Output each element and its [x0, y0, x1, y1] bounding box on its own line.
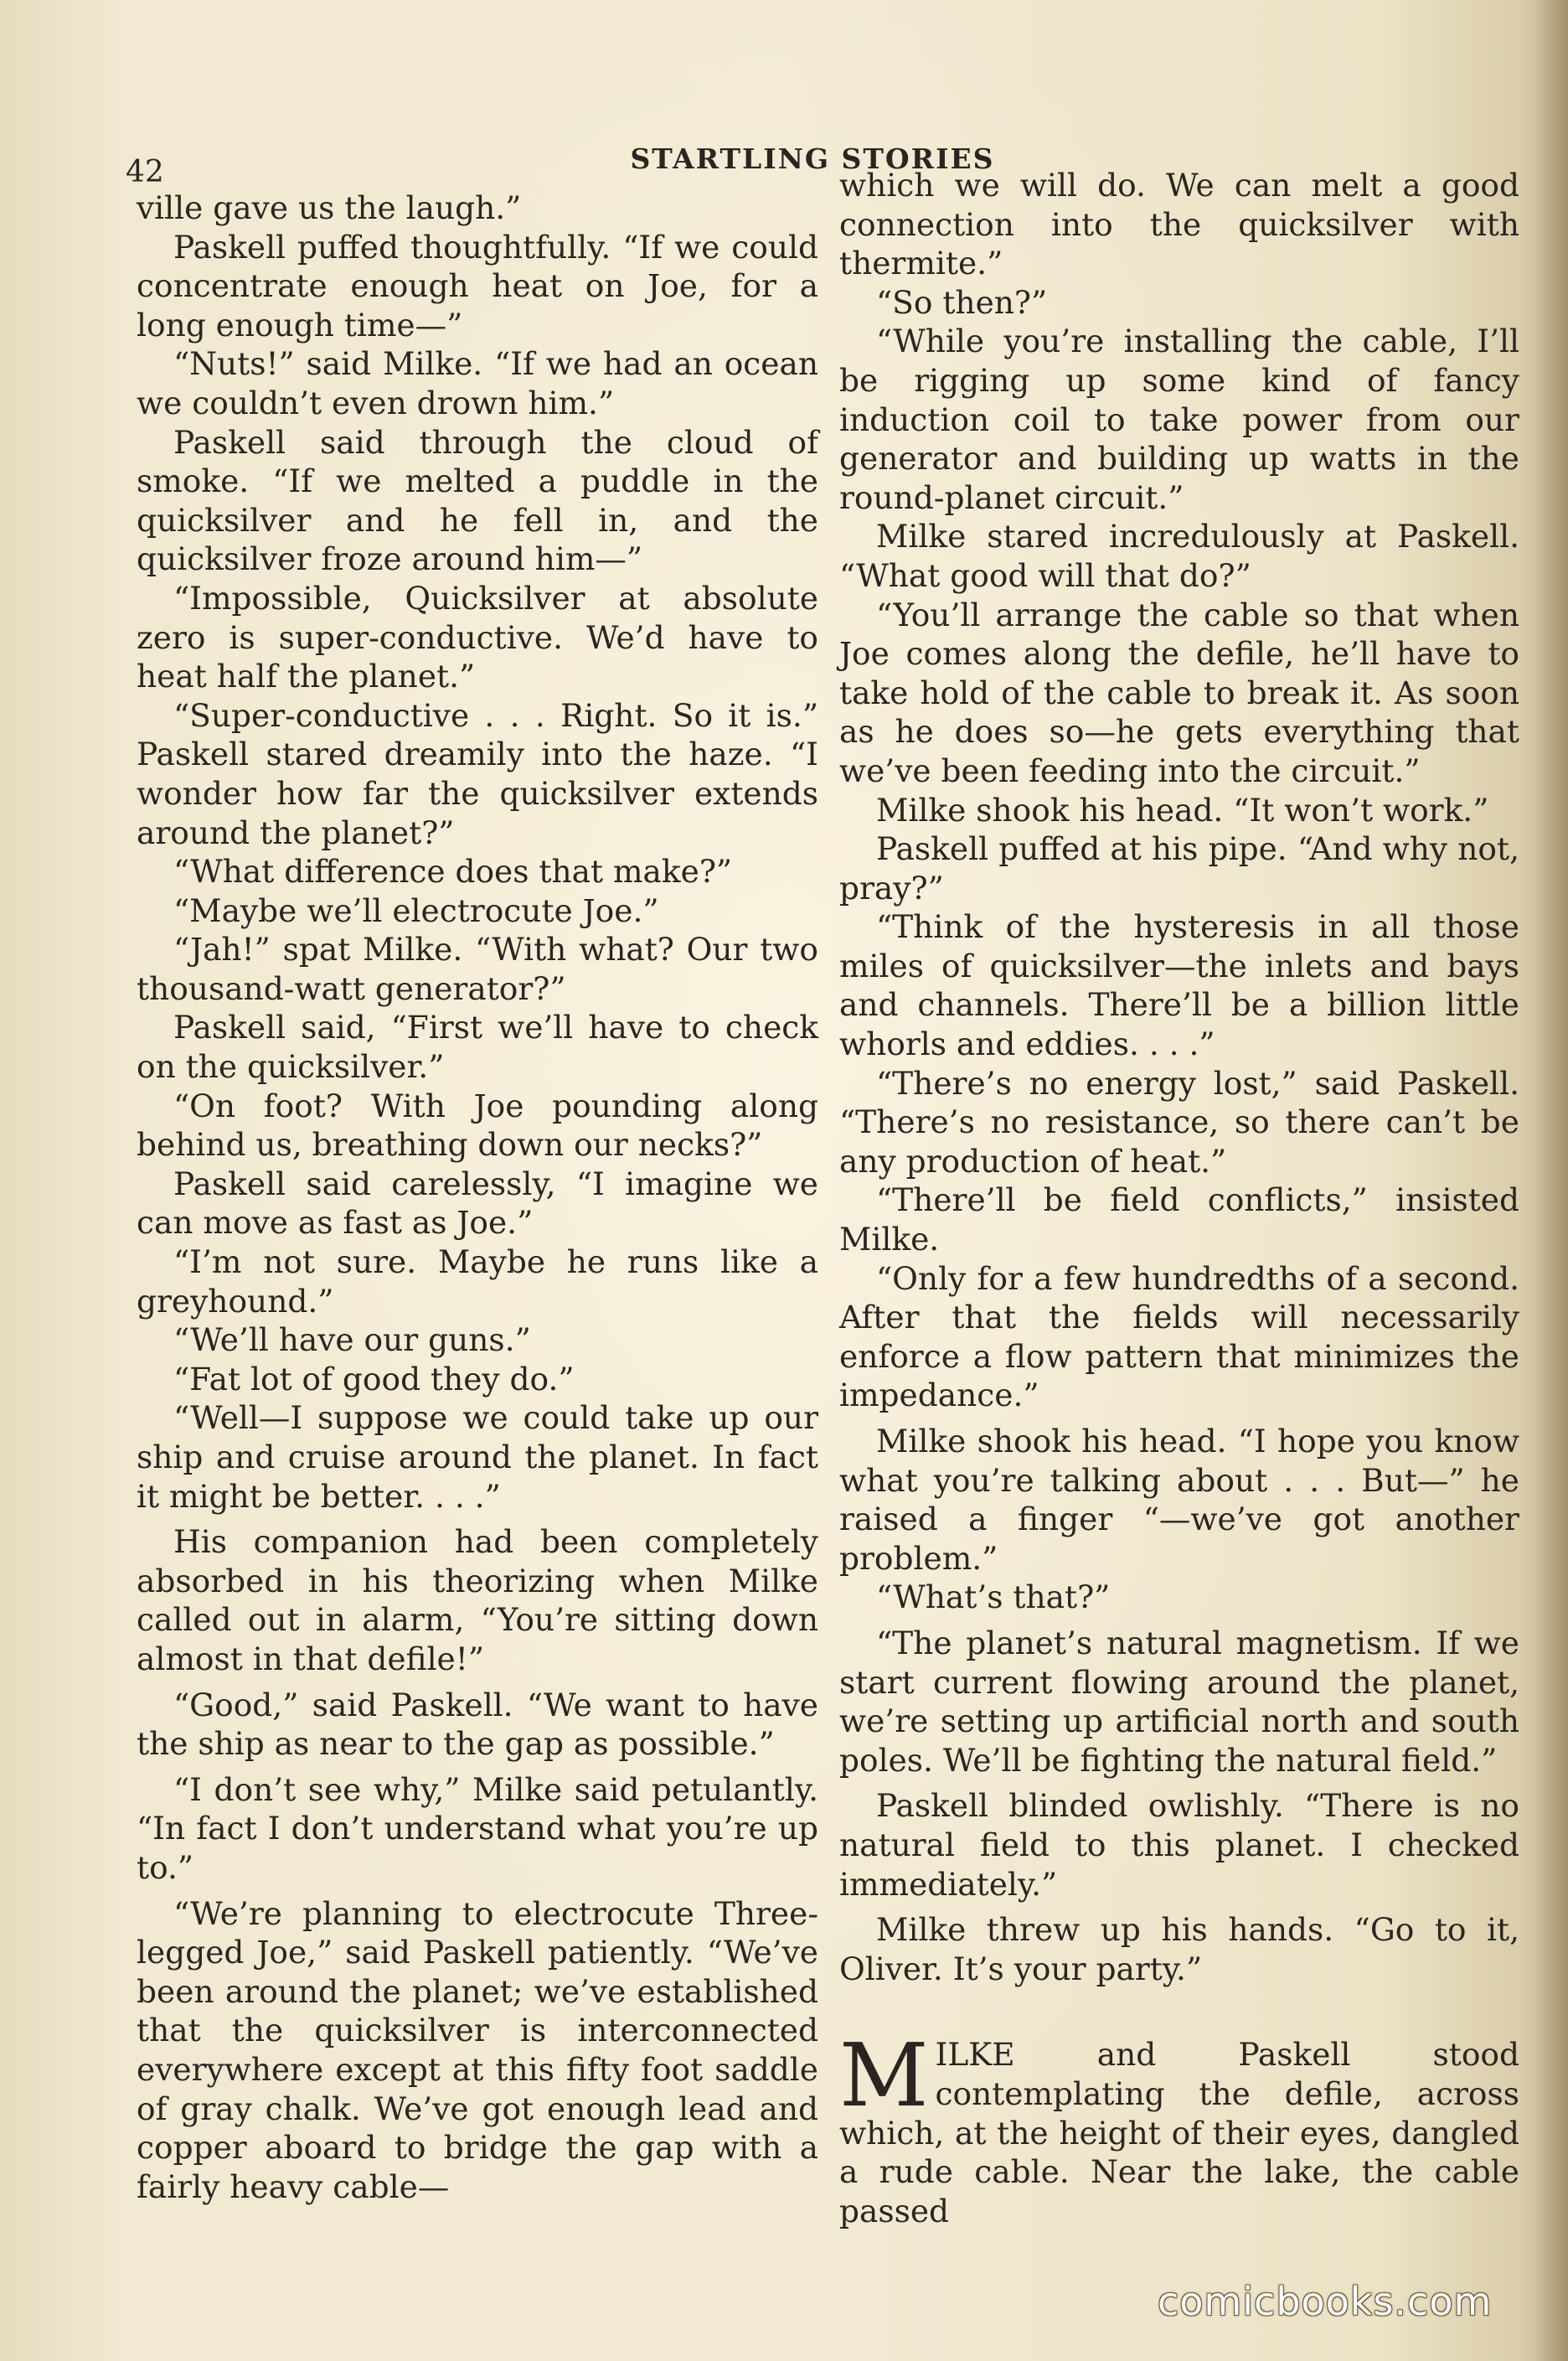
paragraph: “Good,” said Paskell. “We want to have the ship as near to the gap as possible.”	[137, 1686, 818, 1763]
section-opening-paragraph	[839, 2024, 1519, 2230]
section-opening-text: ILKE and Paskell stood contemplating the defile, across which, at the height of their eyes, dangled a rude cable. Near the lake, the cable passed	[839, 2036, 1519, 2229]
left-column	[137, 189, 818, 2206]
paragraph: “What difference does that make?”	[173, 853, 733, 891]
paragraph: “I don’t see why,” Milke said petulantly. “In fact I don’t understand what you’re up to.”	[137, 1770, 818, 1886]
paragraph: “Jah!” spat Milke. “With what? Our two thousand-watt generator?”	[137, 931, 818, 1007]
paragraph: “Only for a few hundredths of a second. After that the fields will necessarily enforce a flow pattern that minimizes the impedance.”	[839, 1259, 1519, 1414]
paragraph: “You’ll arrange the cable so that when Joe comes along the defile, he’ll have to take hold of the cable to break it. As soon as he does so—he gets everything that we’ve been feeding into the circuit.”	[839, 596, 1519, 789]
paragraph: “So then?”	[876, 283, 1048, 321]
paragraph: Paskell said carelessly, “I imagine we can move as fast as Joe.”	[137, 1165, 818, 1242]
paragraph: “Think of the hysteresis in all those miles of quicksilver—the inlets and bays and channels. There’ll be a billion little whorls and eddies. . . .”	[839, 908, 1519, 1063]
paragraph: “What’s that?”	[876, 1578, 1111, 1616]
paragraph: Paskell said through the cloud of smoke. “If we melted a puddle in the quicksilver and he fell in, and the quicksilver froze around him—”	[137, 423, 818, 578]
paragraph: Milke stared incredulously at Paskell. “What good will that do?”	[839, 518, 1519, 594]
paragraph: Milke shook his head. “I hope you know what you’re talking about . . . But—” he raised a finger “—we’ve got another problem.”	[839, 1423, 1519, 1577]
paragraph: which we will do. We can melt a good connection into the quicksilver with thermite.”	[839, 167, 1519, 282]
paragraph: ville gave us the laugh.”	[137, 189, 522, 226]
paragraph: His companion had been completely absorbed in his theorizing when Milke called out in alarm, “You’re sitting down almost in that defile!”	[137, 1523, 818, 1677]
paragraph: “Maybe we’ll electrocute Joe.”	[173, 891, 659, 929]
paragraph: “Well—I suppose we could take up our ship and cruise around the planet. In fact it might be better. . . .”	[137, 1399, 818, 1515]
paragraph: “I’m not sure. Maybe he runs like a greyhound.”	[137, 1243, 818, 1320]
paragraph: “On foot? With Joe pounding along behind us, breathing down our necks?”	[137, 1087, 818, 1164]
right-column	[839, 166, 1519, 2230]
paragraph: “Super-conductive . . . Right. So it is.” Paskell stared dreamily into the haze. “I wonder how far the quicksilver extends around the planet?”	[137, 696, 818, 851]
paragraph: “While you’re installing the cable, I’ll be rigging up some kind of fancy induction coil to take power from our generator and building up watts in the round-planet circuit.”	[839, 323, 1519, 516]
paragraph: “Fat lot of good they do.”	[173, 1360, 575, 1397]
paragraph: “We’ll have our guns.”	[173, 1321, 531, 1359]
paragraph: Paskell puffed thoughtfully. “If we could concentrate enough heat on Joe, for a long enough time—”	[137, 228, 818, 344]
paragraph: Milke threw up his hands. “Go to it, Oliver. It’s your party.”	[839, 1911, 1519, 1987]
paragraph: Paskell blinded owlishly. “There is no natural field to this planet. I checked immediately.”	[839, 1787, 1519, 1903]
watermark: comicbooks.com	[1158, 2279, 1493, 2324]
paragraph: “Nuts!” said Milke. “If we had an ocean we couldn’t even drown him.”	[137, 345, 818, 421]
paragraph: Paskell puffed at his pipe. “And why not, pray?”	[839, 830, 1519, 907]
paragraph: Milke shook his head. “It won’t work.”	[876, 791, 1489, 829]
paragraph: “There’ll be field conflicts,” insisted Milke.	[839, 1181, 1519, 1258]
paragraph: “Impossible, Quicksilver at absolute zero is super-conductive. We’d have to heat half the planet.”	[137, 579, 818, 695]
drop-cap: M	[839, 2024, 929, 2127]
paragraph: “There’s no energy lost,” said Paskell. “There’s no resistance, so there can’t be any production of heat.”	[839, 1064, 1519, 1180]
spine-shadow	[1534, 0, 1568, 2361]
paragraph: Paskell said, “First we’ll have to check on the quicksilver.”	[137, 1009, 818, 1086]
running-head: STARTLING STORIES	[630, 142, 995, 175]
paragraph: “The planet’s natural magnetism. If we start current flowing around the planet, we’re setting up artificial north and south poles. We’ll be fighting the natural field.”	[839, 1624, 1519, 1779]
paragraph: “We’re planning to electrocute Three-legged Joe,” said Paskell patiently. “We’ve been around the planet; we’ve established that the quicksilver is interconnected everywhere except at this fifty foot saddle of gray chalk. We’ve got enough lead and copper aboard to bridge the gap with a fairly heavy cable—	[137, 1894, 818, 2205]
page-number: 42	[126, 155, 164, 189]
